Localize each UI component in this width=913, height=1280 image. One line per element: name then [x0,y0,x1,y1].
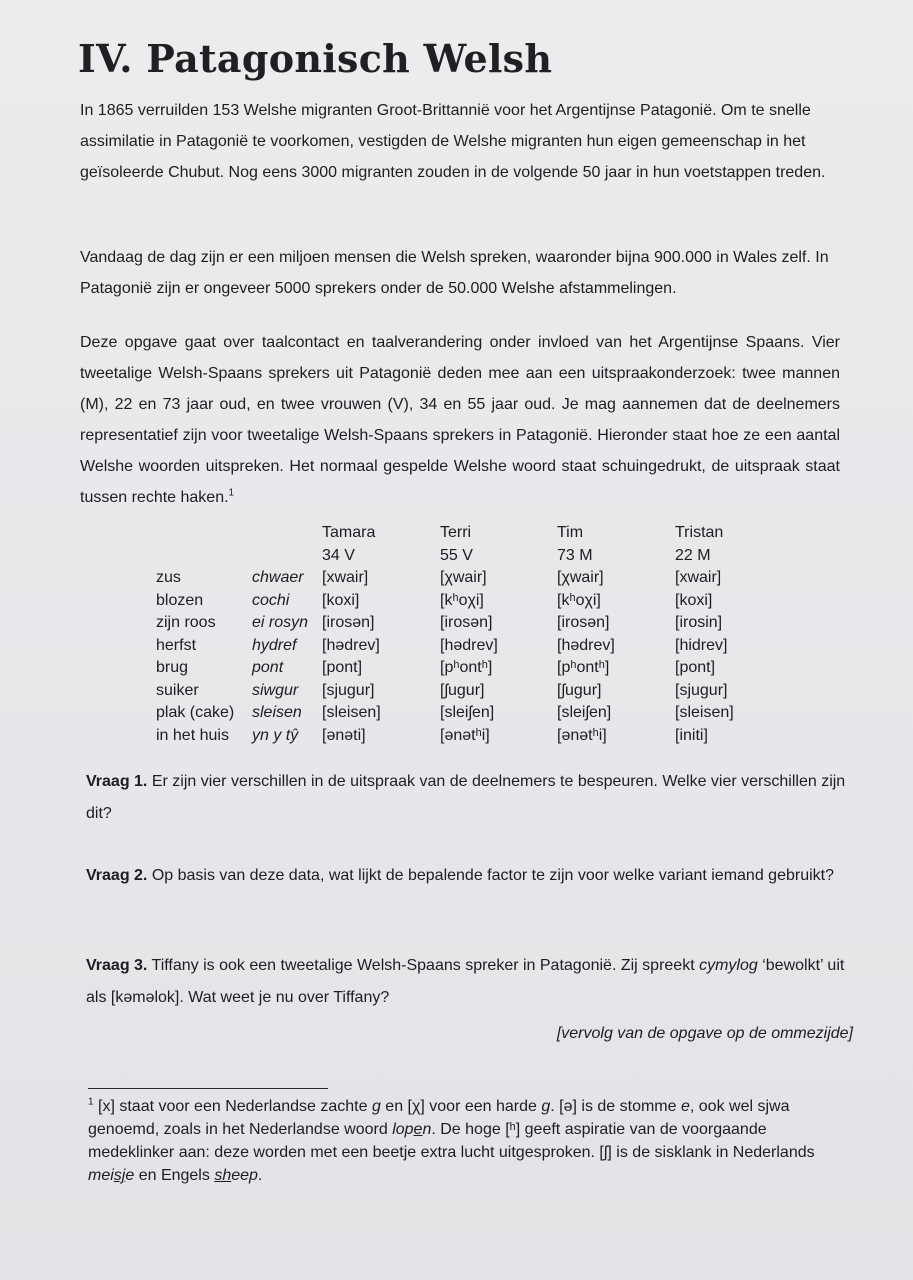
question-3-text-after: ‘bewolkt’ uit als [kəməlok]. Wat weet je nu over Tiffany? [86,957,845,1006]
pronunciation: [sjugur] [322,681,375,699]
welsh-word: sleisen [252,704,302,721]
pronunciation: [sjugur] [675,681,728,699]
question-2-text: Op basis van deze data, wat lijkt de bepalende factor te zijn voor welke variant iemand gebruikt? [151,867,834,884]
pronunciation: [irosən] [557,614,610,631]
footnote-italic: e [680,1098,690,1115]
pronunciation: [ʃugur] [440,681,485,699]
continued-note: [vervolg van de opgave op de ommezijde] [556,1025,853,1042]
pronunciation: [koxi] [675,591,713,609]
pronunciation: [hədrev] [440,636,498,654]
footnote-italic: e [125,1167,135,1184]
pronunciation: [xwair] [675,569,722,586]
dutch-word: blozen [156,591,204,609]
pronunciation: [ənəti] [322,726,366,744]
question-1-label: Vraag 1. [86,773,148,790]
intro-paragraph-1: In 1865 verruilden 153 Welshe migranten Groot-Brittannië voor het Argentijnse Patagonië. Om te snelle assimilatie in Patagonië te voorkomen, vestigden de Welshe migranten hun eigen gemeenschap in het geïsoleerde Chubut. Nog eens 3000 migranten zouden in de volgende 50 jaar in hun voetstappen treden. [80,102,826,181]
footnote-text: en [χ] voor een harde [380,1098,542,1115]
pronunciation: [hədrev] [557,636,615,654]
question-2 [86,860,852,892]
table-row [156,592,766,615]
footnote-italic: n [422,1121,432,1138]
footnote-italic: g [371,1098,381,1115]
pronunciation: [χwair] [440,569,487,586]
dutch-word: zus [156,569,181,586]
pronunciation: [ənətʰi] [440,726,490,744]
pronunciation: [ʃugur] [557,681,602,699]
footnote-underlined: sj [113,1167,126,1184]
speaker-name: Terri [440,524,472,541]
pronunciation: [sleiʃen] [557,704,612,721]
footnote-text: , ook wel sjwa genoemd, zoals in het Nederlandse woord [88,1098,790,1138]
footnote-italic: eep [231,1167,258,1184]
pronunciation: [kʰoχi] [557,591,601,609]
dutch-word: herfst [156,636,197,654]
pronunciation: [irosən] [322,614,375,631]
pronunciation: [χwair] [557,569,604,586]
speaker-info: 55 V [440,546,473,564]
footnote-divider [88,1088,328,1089]
speaker-info: 22 M [675,546,711,564]
table-row [156,704,766,727]
speaker-name: Tristan [675,524,724,541]
table-row [156,614,766,637]
pronunciation: [kʰoχi] [440,591,484,609]
pronunciation: [hidrev] [675,636,728,654]
table-row [156,659,766,682]
intro-paragraph-3 [80,327,840,513]
footnote-text: [x] staat voor een Nederlandse zachte [98,1098,372,1115]
question-3-italic-word: cymylog [699,957,758,974]
footnote [88,1095,838,1187]
footnote-example-sheep [214,1167,258,1184]
pronunciation: [pʰontʰ] [440,659,493,676]
pronunciation: [koxi] [322,591,360,609]
intro-paragraph-2: Vandaag de dag zijn er een miljoen mensen die Welsh spreken, waaronder bijna 900.000 in Wales zelf. In Patagonië zijn er ongeveer 5000 sprekers onder de 50.000 Welshe afstammelingen. [80,249,829,297]
dutch-word: brug [156,659,189,676]
welsh-word: pont [252,659,284,676]
pronunciation: [irosin] [675,614,723,631]
pronunciation: [initi] [675,726,708,744]
footnote-italic: mei [88,1167,114,1184]
welsh-word: cochi [252,591,290,609]
footnote-italic: lop [392,1121,414,1138]
table-row [156,682,766,705]
dutch-word: in het huis [156,726,229,744]
welsh-word: yn y tŷ [252,726,299,744]
table-header-info [156,547,766,570]
table-header-names [156,524,766,547]
footnote-italic: g [541,1098,551,1115]
speaker-info: 73 M [557,546,593,564]
welsh-word: ei rosyn [252,614,309,631]
page-title: IV. Patagonisch Welsh [78,36,553,81]
pronunciation: [hədrev] [322,636,380,654]
speaker-name: Tim [557,524,584,541]
question-3 [86,950,852,1014]
pronunciation: [pʰontʰ] [557,659,610,676]
table-body [156,569,766,749]
dutch-word: suiker [156,681,199,699]
pronunciation: [irosən] [440,614,493,631]
question-3-text-before: Tiffany is ook een tweetalige Welsh-Spaans spreker in Patagonië. Zij spreekt [151,957,700,974]
welsh-word: siwgur [252,681,299,699]
pronunciation: [pont] [322,659,363,676]
pronunciation: [sleisen] [675,704,734,721]
table-row [156,569,766,592]
speaker-name: Tamara [322,524,376,541]
pronunciation: [sleisen] [322,704,381,721]
dutch-word: plak (cake) [156,704,235,721]
footnote-text: . [ə] is de stomme [550,1098,681,1115]
pronunciation: [pont] [675,659,716,676]
table-row [156,727,766,750]
footnote-example-lopen [392,1121,431,1138]
intro-paragraph-3-text: Deze opgave gaat over taalcontact en taalverandering onder invloed van het Argentijnse Spaans. Vier tweetalige Welsh-Spaans sprekers uit Patagonië deden mee aan een uitspraakonderzoek: twee mannen (M), 22 en 73 jaar oud, en twee vrouwen (V), 34 en 55 jaar oud. Je mag aannemen dat de deelnemers representatief zijn voor tweetalige Welsh-Spaans sprekers in Patagonië. Hieronder staat hoe ze een aantal Welshe woorden uitspreken. Het normaal gespelde Welshe woord staat schuingedrukt, de uitspraak staat tussen rechte haken. [80,334,840,506]
question-2-label: Vraag 2. [86,867,148,884]
pronunciation: [sleiʃen] [440,704,495,721]
dutch-word: zijn roos [156,614,216,631]
speaker-info: 34 V [322,546,355,564]
footnote-text: . [257,1167,263,1184]
question-1 [86,766,852,830]
pronunciation-table [156,524,766,749]
footnote-text: . De hoge [ʰ] geeft aspiratie van de voorgaande medeklinker aan: deze worden met een beetje extra lucht uitgesproken. [ʃ] is de sisklank in Nederlands [88,1121,815,1161]
footnote-reference: 1 [228,487,235,499]
pronunciation: [xwair] [322,569,369,586]
question-1-text: Er zijn vier verschillen in de uitspraak van de deelnemers te bespeuren. Welke vier verschillen zijn dit? [86,773,846,822]
footnote-example-meisje [88,1167,134,1184]
welsh-word: hydref [252,636,297,654]
welsh-word: chwaer [252,569,304,586]
table-row [156,637,766,660]
footnote-number: 1 [88,1096,94,1108]
footnote-underlined: e [413,1121,423,1138]
pronunciation: [ənətʰi] [557,726,607,744]
footnote-underlined: sh [214,1167,232,1184]
footnote-text: en Engels [134,1167,215,1184]
question-3-label: Vraag 3. [86,957,148,974]
